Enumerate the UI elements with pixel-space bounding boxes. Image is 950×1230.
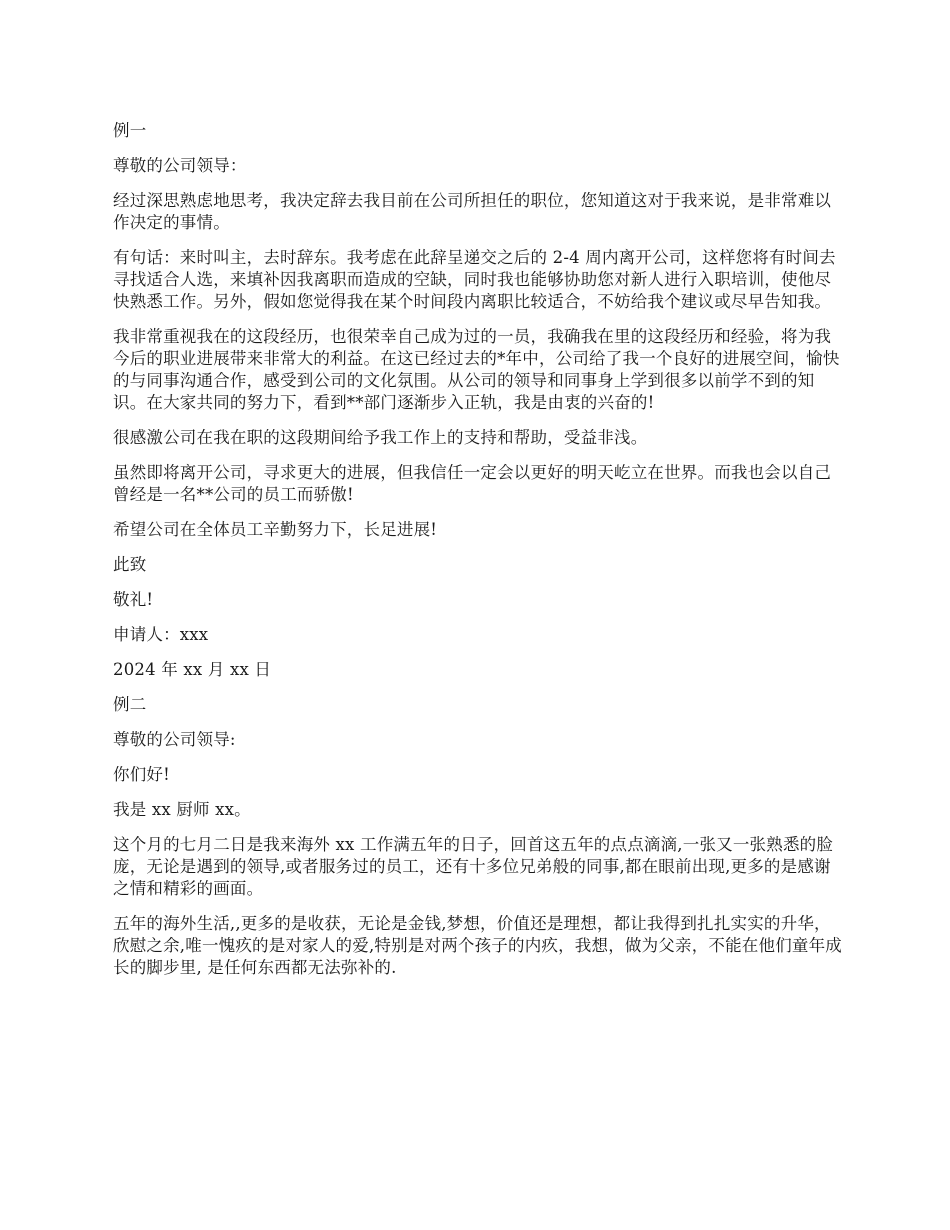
body-paragraph: 五年的海外生活,,更多的是收获，无论是金钱,梦想，价值还是理想，都让我得到扎扎实实的升华，欣慰之余,唯一愧疚的是对家人的爱,特别是对两个孩子的内疚，我想，做为父亲，不能在他们童年成长的脚步里, 是任何东西都无法弥补的. — [113, 914, 842, 977]
heading-example-two: 例二 — [113, 695, 147, 714]
greeting: 你们好! — [113, 765, 170, 784]
body-paragraph: 虽然即将离开公司，寻求更大的进展，但我信任一定会以更好的明天屹立在世界。而我也会以自己曾经是一名**公司的员工而骄傲! — [113, 463, 832, 504]
body-paragraph: 有句话：来时叫主，去时辞东。我考虑在此辞呈递交之后的 2-4 周内离开公司，这样您将有时间去寻找适合人选，来填补因我离职而造成的空缺，同时我也能够协助您对新人进行入职培训，使他尽快熟悉工作。另外，假如您觉得我在某个时间段内离职比较适合，不妨给我个建议或尽早告知我。 — [113, 248, 836, 311]
body-paragraph: 这个月的七月二日是我来海外 xx 工作满五年的日子，回首这五年的点点滴滴,一张又一张熟悉的脸庞，无论是遇到的领导,或者服务过的员工，还有十多位兄弟般的同事,都在眼前出现,更多的是感谢之情和精彩的画面。 — [113, 835, 834, 898]
applicant-signature: 申请人：xxx — [113, 625, 209, 644]
body-paragraph: 经过深思熟虑地思考，我决定辞去我目前在公司所担任的职位，您知道这对于我来说，是非常难以作决定的事情。 — [113, 191, 832, 232]
date-line: 2024 年 xx 月 xx 日 — [113, 660, 272, 679]
closing-line: 此致 — [113, 555, 147, 574]
heading-example-one: 例一 — [113, 121, 147, 140]
body-paragraph: 很感激公司在我在职的这段期间给予我工作上的支持和帮助，受益非浅。 — [113, 428, 648, 447]
salutation: 尊敬的公司领导： — [113, 156, 247, 175]
body-paragraph: 我是 xx 厨师 xx。 — [113, 800, 251, 819]
document-body — [113, 120, 843, 992]
salutation: 尊敬的公司领导: — [113, 730, 236, 749]
closing-salute: 敬礼! — [113, 590, 154, 609]
body-paragraph: 希望公司在全体员工辛勤努力下，长足进展! — [113, 520, 438, 539]
body-paragraph: 我非常重视我在的这段经历，也很荣幸自己成为过的一员，我确我在里的这段经历和经验，将为我今后的职业进展带来非常大的利益。在这已经过去的*年中，公司给了我一个良好的进展空间，愉快的与同事沟通合作，感受到公司的文化氛围。从公司的领导和同事身上学到很多以前学不到的知识。在大家共同的努力下，看到**部门逐渐步入正轨，我是由衷的兴奋的! — [113, 327, 840, 412]
